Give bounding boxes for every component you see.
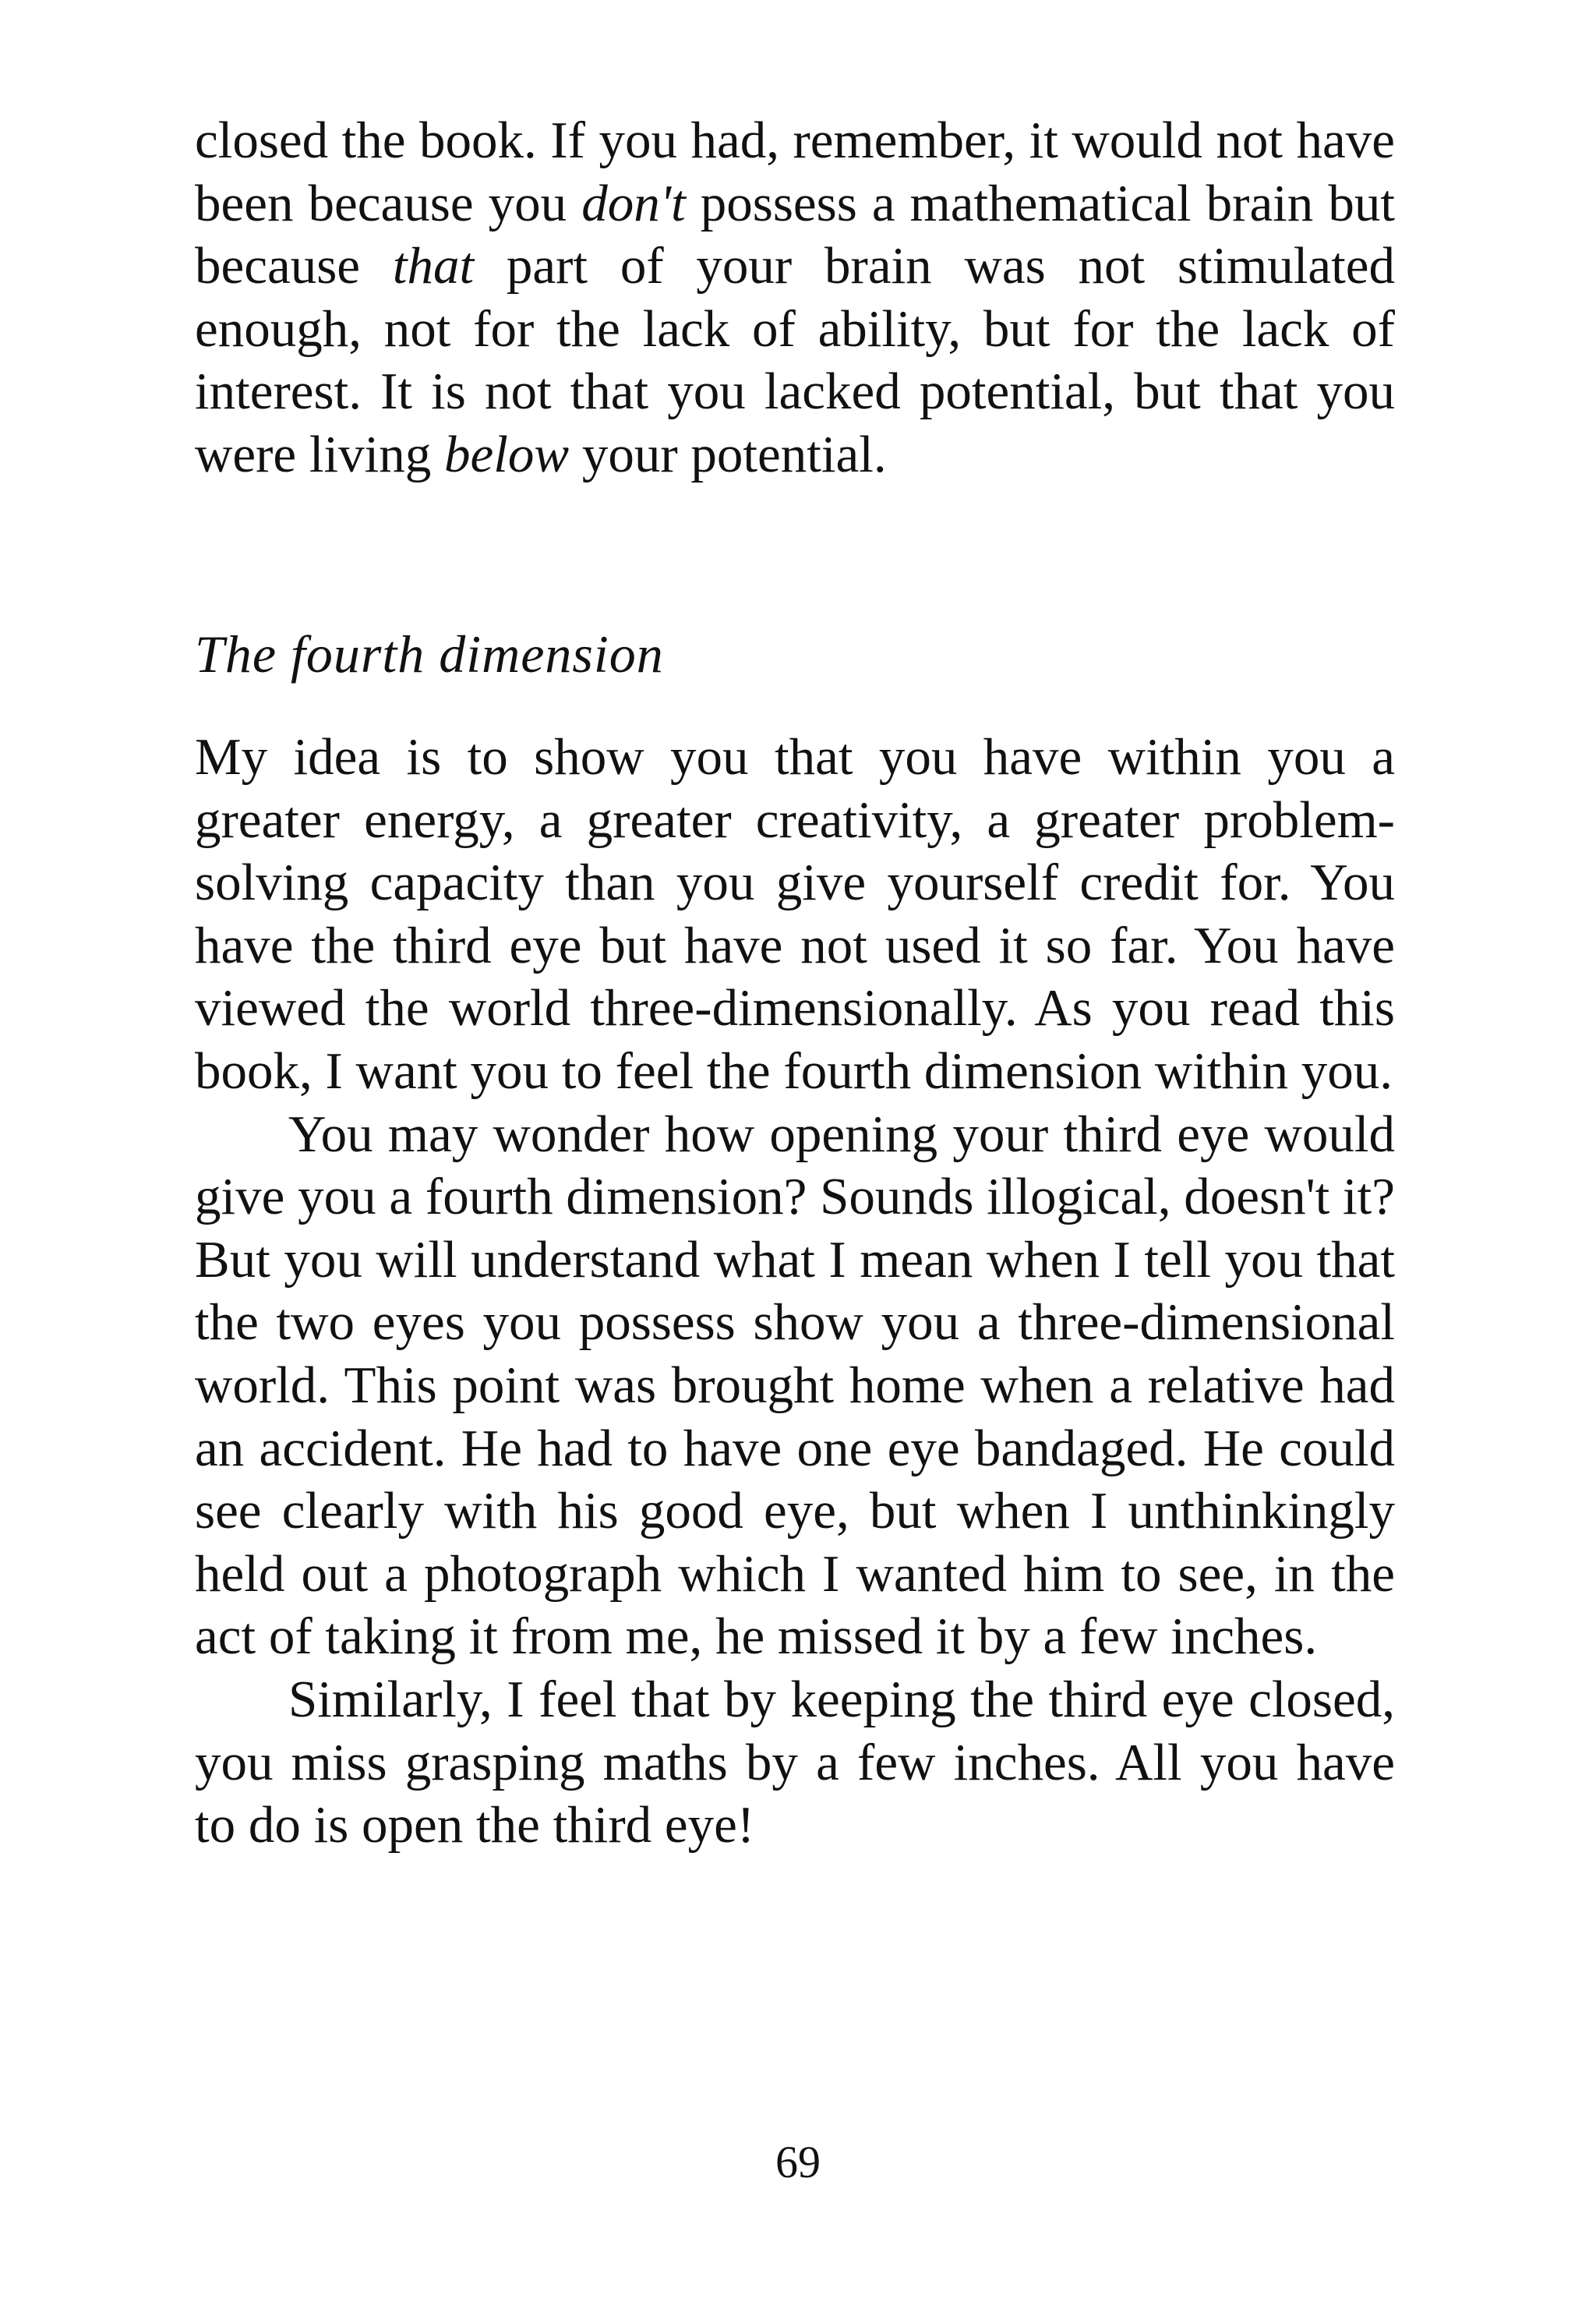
- section-heading: The fourth dimension: [195, 624, 664, 684]
- page-number: 69: [775, 2137, 821, 2187]
- body-paragraph-1: My idea is to show you that you have within you a greater energy, a greater creativity, a greater problem-solving capacity than you give yourself credit for. You have the third eye but have not used it so far. You have viewed the world three-dimensionally. As you read this book, I want you to feel the fourth dimension within you.: [195, 728, 1395, 1100]
- body-paragraph-2: You may wonder how opening your third eye would give you a fourth dimension? Sounds illogical, doesn't it? But you will understand what I mean when I tell you that the two eyes you possess show you a three-dimensional world. This point was brought home when a relative had an accident. He had to have one eye bandaged. He could see clearly with his good eye, but when I unthinkingly held out a photograph which I wanted him to see, in the act of taking it from me, he missed it by a few inches.: [195, 1105, 1395, 1666]
- intro-paragraph: [195, 109, 1395, 486]
- intro-text-part-2: possess a mathematical brain but because: [195, 174, 1395, 295]
- intro-text-block: [195, 109, 1395, 486]
- section-body: [195, 726, 1395, 1857]
- body-paragraph-3: Similarly, I feel that by keeping the third eye closed, you miss grasping maths by a few inches. All you have to do is open the third eye!: [195, 1670, 1395, 1855]
- intro-text-part-3: part of your brain was not stimulated enough, not for the lack of ability, but for the lack of interest. It is not that you lacked potential, but that you were living: [195, 237, 1395, 483]
- emphasis-that: that: [392, 237, 475, 295]
- intro-text-part-4: your potential.: [569, 425, 887, 483]
- emphasis-dont: don't: [581, 174, 686, 232]
- emphasis-below: below: [444, 425, 570, 483]
- intro-text-part-1: closed the book. If you had, remember, it would not have been because you: [195, 111, 1395, 232]
